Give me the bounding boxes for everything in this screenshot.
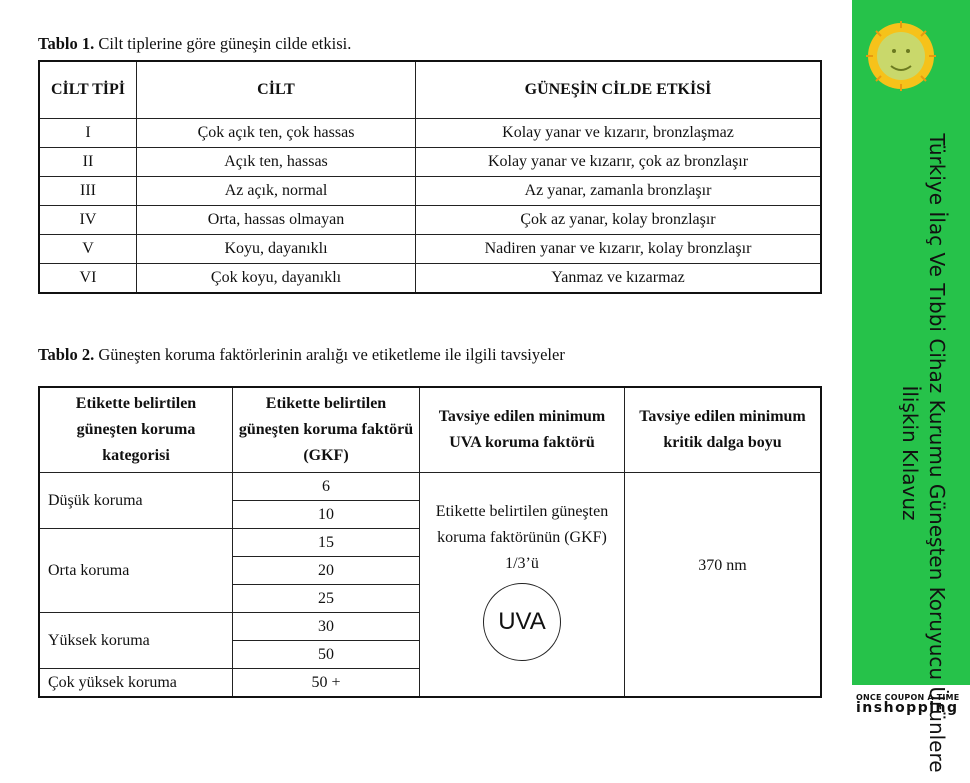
effect-cell: Kolay yanar ve kızarır, çok az bronzlaşır bbox=[416, 148, 822, 177]
uva-text: Etikette belirtilen güneşten koruma faktörünün (GKF) 1/3’ü bbox=[435, 503, 609, 572]
table-row bbox=[39, 264, 821, 294]
uva-symbol-icon: UVA bbox=[483, 583, 561, 661]
table2-caption-text: Güneşten koruma faktörlerinin aralığı ve etiketleme ile ilgili tavsiyeler bbox=[94, 345, 565, 364]
table-row bbox=[39, 235, 821, 264]
category-cell: Çok yüksek koruma bbox=[39, 669, 233, 698]
effect-cell: Kolay yanar ve kızarır, bronzlaşmaz bbox=[416, 119, 822, 148]
table1-caption bbox=[38, 34, 351, 54]
skin-type-cell: IV bbox=[39, 206, 137, 235]
skin-type-cell: V bbox=[39, 235, 137, 264]
category-cell: Orta koruma bbox=[39, 529, 233, 613]
uva-cell bbox=[420, 473, 625, 698]
effect-cell: Yanmaz ve kızarmaz bbox=[416, 264, 822, 294]
skin-cell: Açık ten, hassas bbox=[137, 148, 416, 177]
skin-cell: Orta, hassas olmayan bbox=[137, 206, 416, 235]
brand-logo bbox=[856, 693, 968, 716]
factor-cell: 25 bbox=[233, 585, 420, 613]
header-wavelength: Tavsiye edilen minimum kritik dalga boyu bbox=[625, 387, 822, 473]
table-row bbox=[39, 473, 821, 501]
table-row bbox=[39, 177, 821, 206]
effect-cell: Nadiren yanar ve kızarır, kolay bronzlaşır bbox=[416, 235, 822, 264]
table-row bbox=[39, 206, 821, 235]
factor-cell: 10 bbox=[233, 501, 420, 529]
header-skin-type: CİLT TİPİ bbox=[39, 61, 137, 119]
table1-caption-label: Tablo 1. bbox=[38, 34, 95, 53]
factor-cell: 50 + bbox=[233, 669, 420, 698]
skin-cell: Az açık, normal bbox=[137, 177, 416, 206]
table1-caption-text: Cilt tiplerine göre güneşin cilde etkisi. bbox=[94, 34, 352, 53]
category-cell: Yüksek koruma bbox=[39, 613, 233, 669]
table2-caption bbox=[38, 345, 565, 365]
header-sun-effect: GÜNEŞİN CİLDE ETKİSİ bbox=[416, 61, 822, 119]
table-row bbox=[39, 148, 821, 177]
skin-cell: Koyu, dayanıklı bbox=[137, 235, 416, 264]
skin-type-cell: VI bbox=[39, 264, 137, 294]
sidebar-title-text: Türkiye İlaç Ve Tıbbi Cihaz Kurumu Güneşten Koruyucu Ürünlere İlişkin Kılavuz bbox=[898, 133, 949, 773]
logo-line2: inshopping bbox=[856, 700, 959, 716]
header-spf: Etikette belirtilen güneşten koruma faktörü (GKF) bbox=[233, 387, 420, 473]
category-cell: Düşük koruma bbox=[39, 473, 233, 529]
effect-cell: Çok az yanar, kolay bronzlaşır bbox=[416, 206, 822, 235]
effect-cell: Az yanar, zamanla bronzlaşır bbox=[416, 177, 822, 206]
skin-type-cell: III bbox=[39, 177, 137, 206]
skin-type-cell: I bbox=[39, 119, 137, 148]
logo-line1: ONCE COUPON A TIME bbox=[856, 693, 960, 702]
table1-header-row bbox=[39, 61, 821, 119]
header-protection-category: Etikette belirtilen güneşten koruma kategorisi bbox=[39, 387, 233, 473]
factor-cell: 50 bbox=[233, 641, 420, 669]
skin-cell: Çok koyu, dayanıklı bbox=[137, 264, 416, 294]
header-skin: CİLT bbox=[137, 61, 416, 119]
skin-type-cell: II bbox=[39, 148, 137, 177]
table2-header-row bbox=[39, 387, 821, 473]
table2-caption-label: Tablo 2. bbox=[38, 345, 95, 364]
table-row bbox=[39, 119, 821, 148]
spf-table bbox=[38, 386, 822, 698]
wavelength-cell: 370 nm bbox=[625, 473, 822, 698]
factor-cell: 6 bbox=[233, 473, 420, 501]
factor-cell: 15 bbox=[233, 529, 420, 557]
header-uva-factor: Tavsiye edilen minimum UVA koruma faktörü bbox=[420, 387, 625, 473]
skin-cell: Çok açık ten, çok hassas bbox=[137, 119, 416, 148]
factor-cell: 30 bbox=[233, 613, 420, 641]
factor-cell: 20 bbox=[233, 557, 420, 585]
skin-type-table bbox=[38, 60, 822, 294]
